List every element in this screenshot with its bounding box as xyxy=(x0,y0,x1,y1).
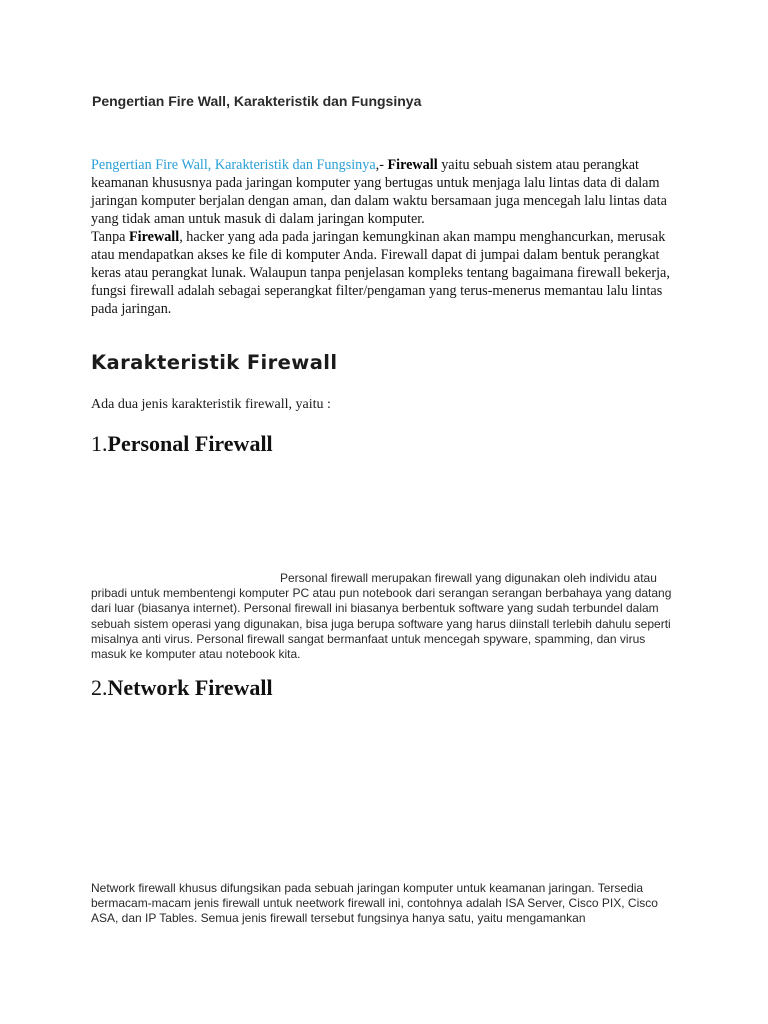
intro-paragraph xyxy=(91,156,691,318)
section-heading-karakteristik: Karakteristik Firewall xyxy=(91,351,338,374)
document-title: Pengertian Fire Wall, Karakteristik dan Fungsinya xyxy=(92,93,422,109)
item-number: 2. xyxy=(91,675,108,700)
intro-text-hacker: , hacker yang ada pada jaringan kemungkinan akan mampu menghancurkan, merusak atau mendapatkan akses ke file di komputer Anda. Firewall dapat di jumpai dalam bentuk perangkat keras atau perangkat lunak. Walaupun tanpa penjelasan kompleks tentang bagaimana firewall bekerja, fungsi firewall adalah sebagai seperangkat filter/pengaman yang terus-menerus memantau lalu lintas pada jaringan. xyxy=(91,229,670,317)
heading-network-firewall xyxy=(91,675,273,701)
intro-title-link[interactable]: Pengertian Fire Wall, Karakteristik dan Fungsinya xyxy=(91,157,376,173)
intro-text-tanpa: Tanpa xyxy=(91,229,130,245)
item-heading-text: Personal Firewall xyxy=(107,431,273,456)
item-heading-text: Network Firewall xyxy=(107,675,273,700)
intro-separator: ,- xyxy=(375,157,388,173)
intro-text-definition: yaitu sebuah sistem atau perangkat keamanan khususnya pada jaringan komputer yang bertugas untuk menjaga lalu lintas data di dalam jaringan komputer berjalan dengan aman, dan dalam waktu bersamaan juga mencegah lalu lintas data yang tidak aman untuk masuk di dalam jaringan komputer. xyxy=(91,157,667,227)
heading-personal-firewall xyxy=(91,431,273,457)
paragraph-network-firewall: Network firewall khusus difungsikan pada sebuah jaringan komputer untuk keamanan jaringan. Tersedia bermacam-macam jenis firewall untuk neetwork firewall ini, contohnya adalah ISA Server, Cisco PIX, Cisco ASA, dan IP Tables. Semua jenis firewall tersebut fungsinya hanya satu, yaitu mengamankan xyxy=(91,881,658,926)
item-number: 1. xyxy=(91,431,108,456)
intro-term-firewall: Firewall xyxy=(387,157,438,173)
section-intro-text: Ada dua jenis karakteristik firewall, yaitu : xyxy=(91,397,331,412)
intro-term-firewall-2: Firewall xyxy=(129,229,180,245)
paragraph-personal-firewall: Personal firewall merupakan firewall yang digunakan oleh individu atau pribadi untuk membentengi komputer PC atau pun notebook dari serangan serangan berbahaya yang datang dari luar (biasanya internet). Personal firewall ini biasanya berbentuk software yang sudah terbundel dalam sebuah sistem operasi yang digunakan, bisa juga berupa software yang harus diinstall terlebih dahulu seperti misalnya anti virus. Personal firewall sangat bermanfaat untuk mencegah spyware, spamming, dan virus masuk ke komputer atau notebook kita. xyxy=(91,571,672,662)
